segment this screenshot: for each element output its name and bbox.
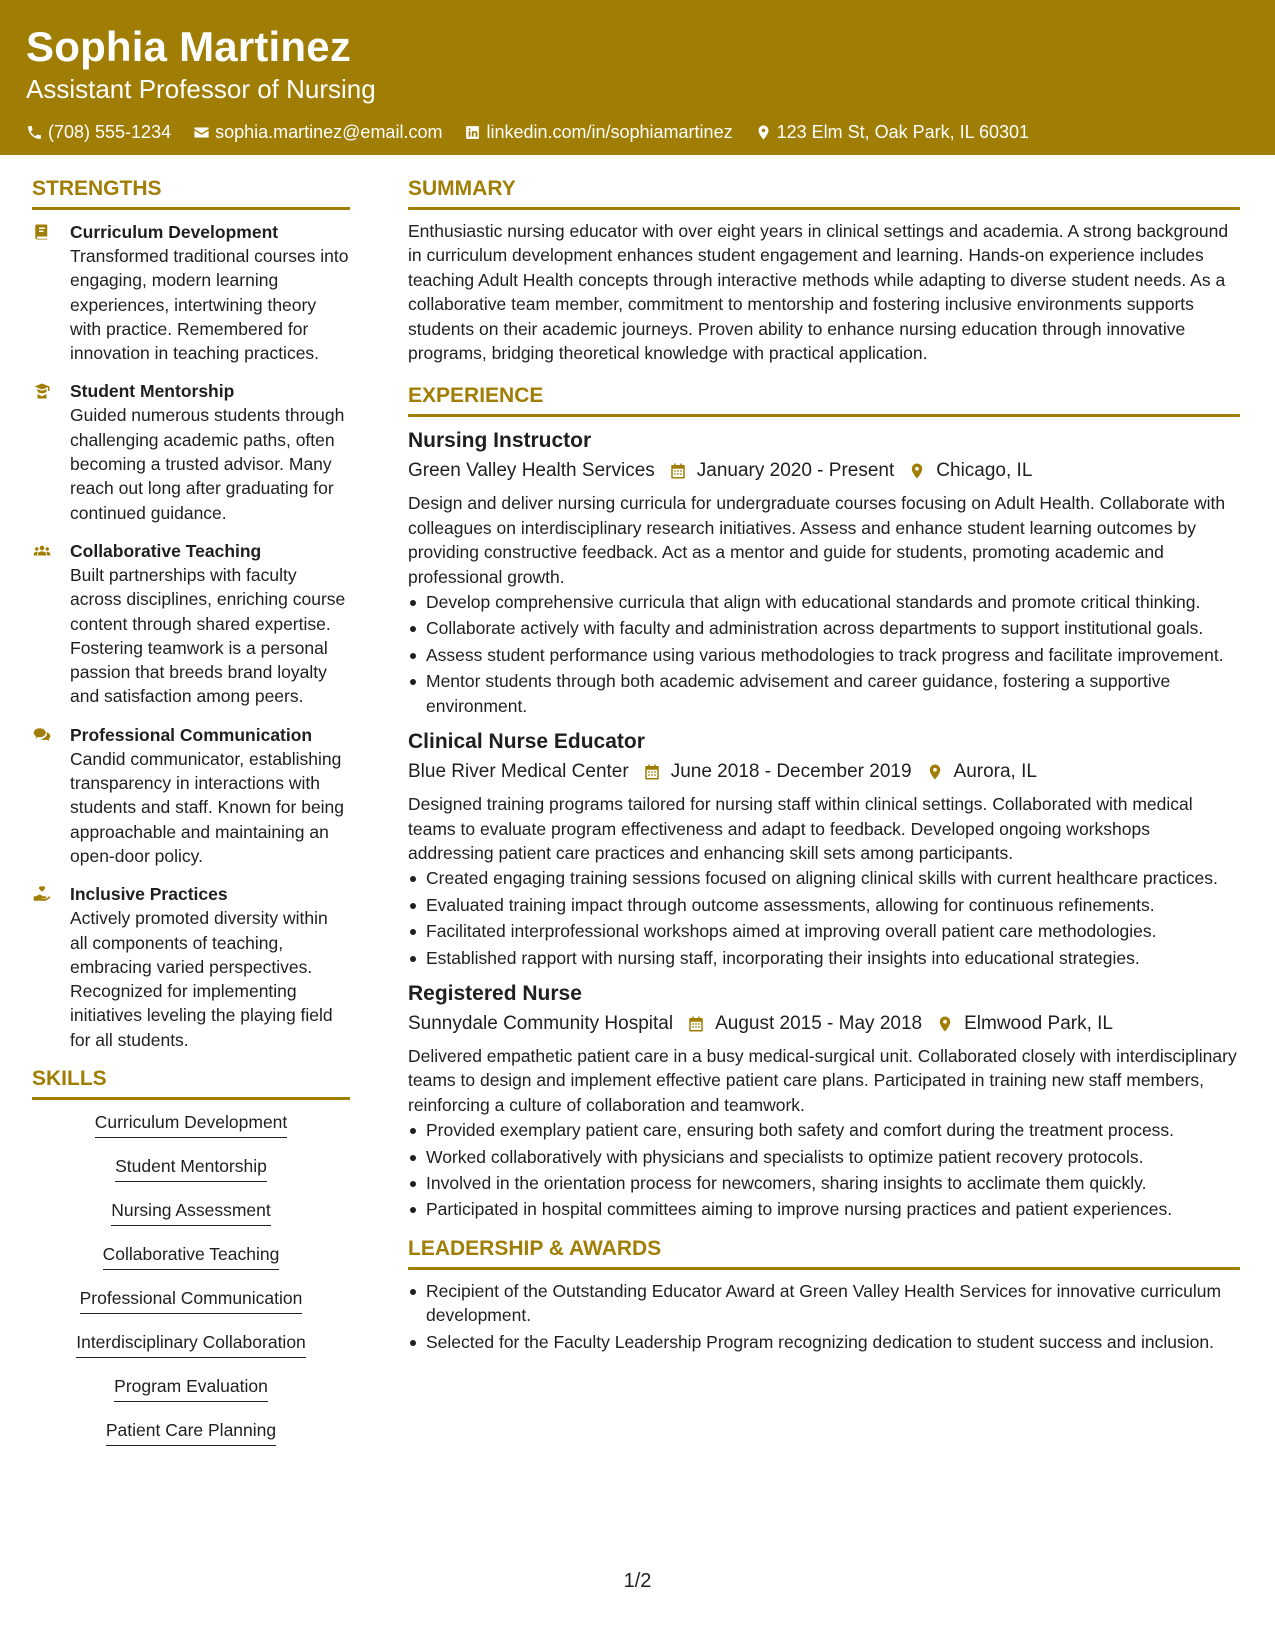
award-item: Selected for the Faculty Leadership Program recognizing dedication to student success and inclusion. (408, 1330, 1240, 1354)
strength-item (32, 220, 350, 365)
skill-item: Nursing Assessment (111, 1198, 271, 1226)
job-bullet: Develop comprehensive curricula that align with educational standards and promote critical thinking. (408, 590, 1240, 614)
skill-item: Professional Communication (80, 1286, 303, 1314)
strength-title: Professional Communication (70, 724, 313, 745)
phone-icon (26, 124, 43, 141)
skill-item: Interdisciplinary Collaboration (76, 1330, 306, 1358)
skills-heading: SKILLS (32, 1066, 350, 1100)
job-location: Chicago, IL (936, 460, 1033, 482)
job-company: Blue River Medical Center (408, 761, 629, 783)
job-company: Green Valley Health Services (408, 460, 655, 482)
strength-title: Curriculum Development (70, 222, 279, 242)
hand-holding-heart-icon (32, 885, 52, 903)
job-meta (408, 1011, 1240, 1037)
strength-title: Inclusive Practices (70, 884, 228, 905)
award-item: Recipient of the Outstanding Educator Award at Green Valley Health Services for innovative curriculum development. (408, 1279, 1240, 1328)
strength-description: Actively promoted diversity within all components of teaching, embracing varied perspectives. Recognized for implementing initiatives leveling the playing field for all students. (70, 908, 333, 1050)
skill-item: Program Evaluation (114, 1374, 268, 1402)
strength-item (32, 539, 350, 709)
job-meta (408, 759, 1240, 785)
graduate-icon (32, 382, 52, 400)
job-title: Clinical Nurse Educator (408, 730, 645, 754)
strength-item (32, 723, 350, 868)
job-bullet: Established rapport with nursing staff, incorporating their insights into educational strategies. (408, 946, 1240, 970)
job-bullet: Assess student performance using various methodologies to track progress and facilitate improvement. (408, 643, 1240, 667)
summary-text: Enthusiastic nursing educator with over eight years in clinical settings and academia. A strong background in curriculum development enhances student engagement and learning. Hands-on experience includes teaching Adult Health concepts through interactive methods while adapting to diverse student needs. As a collaborative team member, commitment to mentorship and fostering inclusive environments supports students on their academic journeys. Proven ability to enhance nursing education through innovative programs, bridging theoretical knowledge with practical application. (408, 221, 1229, 364)
contact-phone-text: (708) 555-1234 (48, 122, 172, 142)
job-bullet: Worked collaboratively with physicians and specialists to optimize patient recovery protocols. (408, 1145, 1240, 1169)
job-bullet: Facilitated interprofessional workshops aimed at improving overall patient care methodologies. (408, 919, 1240, 943)
job-bullets (408, 866, 1240, 970)
job-bullet: Collaborate actively with faculty and administration across departments to support institutional goals. (408, 616, 1240, 640)
job-bullet: Involved in the orientation process for newcomers, sharing insights to acclimate them quickly. (408, 1171, 1240, 1195)
job-bullet: Evaluated training impact through outcome assessments, allowing for continuous refinements. (408, 893, 1240, 917)
contact-bar (26, 121, 1249, 143)
map-marker-icon (936, 1015, 954, 1033)
contact-email[interactable] (193, 121, 442, 143)
job-meta (408, 458, 1240, 484)
strength-description: Candid communicator, establishing transparency in interactions with students and staff. Known for being approachable and maintaining an open-door policy. (70, 748, 345, 866)
skill-item: Curriculum Development (95, 1110, 288, 1138)
skill-item: Patient Care Planning (106, 1418, 276, 1446)
strength-description: Guided numerous students through challenging academic paths, often becoming a trusted advisor. Many reach out long after graduating for continued guidance. (70, 405, 345, 523)
contact-address (755, 121, 1029, 143)
strength-item (32, 882, 350, 1052)
contact-address-text: 123 Elm St, Oak Park, IL 60301 (776, 122, 1030, 142)
job-bullet: Participated in hospital committees aiming to improve nursing practices and patient experiences. (408, 1197, 1240, 1221)
strength-item (32, 379, 350, 524)
map-marker-icon (908, 462, 926, 480)
page-number: 1/2 (623, 1570, 652, 1592)
strength-description: Transformed traditional courses into engaging, modern learning experiences, intertwining theory with practice. Remembered for innovation in teaching practices. (70, 246, 349, 364)
comments-icon (32, 726, 52, 744)
left-column (32, 176, 350, 1462)
skill-item: Student Mentorship (115, 1154, 267, 1182)
calendar-icon (643, 763, 661, 781)
calendar-icon (669, 462, 687, 480)
job-bullet: Mentor students through both academic advisement and career guidance, fostering a supportive environment. (408, 669, 1240, 718)
awards-list (408, 1279, 1240, 1354)
job-title: Nursing Instructor (408, 429, 592, 453)
strength-title: Collaborative Teaching (70, 540, 262, 561)
job-description: Delivered empathetic patient care in a busy medical-surgical unit. Collaborated closely with interdisciplinary teams to design and implement effective patient care plans. Participated in training new staff members, reinforcing a culture of collaboration and teamwork. (408, 1045, 1237, 1115)
job-bullets (408, 590, 1240, 718)
job-entry (408, 980, 1240, 1222)
job-dates: June 2018 - December 2019 (670, 761, 912, 783)
job-title: Registered Nurse (408, 981, 582, 1005)
job-location: Elmwood Park, IL (964, 1012, 1114, 1034)
job-bullets (408, 1118, 1240, 1222)
awards-heading: LEADERSHIP & AWARDS (408, 1236, 1240, 1270)
experience-heading: EXPERIENCE (408, 383, 1240, 417)
book-icon (32, 223, 52, 241)
job-dates: January 2020 - Present (696, 460, 895, 482)
map-marker-icon (755, 124, 772, 141)
job-company: Sunnydale Community Hospital (408, 1012, 674, 1034)
strength-description: Built partnerships with faculty across disciplines, enriching course content through shared expertise. Fostering teamwork is a personal passion that breeds brand loyalty and satisfaction among peers. (70, 564, 346, 707)
strengths-heading: STRENGTHS (32, 176, 350, 210)
contact-linkedin[interactable] (464, 121, 732, 143)
job-entry (408, 427, 1240, 718)
job-bullet: Created engaging training sessions focused on aligning clinical skills with current healthcare practices. (408, 866, 1240, 890)
job-dates: August 2015 - May 2018 (715, 1012, 923, 1034)
users-icon (32, 542, 52, 560)
contact-email-text: sophia.martinez@email.com (215, 122, 443, 142)
strengths-list (32, 220, 350, 1052)
candidate-name: Sophia Martinez (26, 23, 352, 70)
job-description: Design and deliver nursing curricula for undergraduate courses focusing on Adult Health. Collaborate with colleagues on interdisciplinary research initiatives. Assess and enhance student learning outcomes by providing constructive feedback. Act as a mentor and guide for students, promoting academic and professional growth. (408, 493, 1226, 587)
right-column (408, 176, 1240, 1356)
strength-title: Student Mentorship (70, 381, 235, 402)
skills-list (32, 1110, 350, 1462)
linkedin-icon (464, 124, 481, 141)
skill-item: Collaborative Teaching (103, 1242, 280, 1270)
contact-linkedin-text: linkedin.com/in/sophiamartinez (486, 122, 733, 142)
job-location: Aurora, IL (953, 761, 1037, 783)
envelope-icon (193, 124, 210, 141)
job-description: Designed training programs tailored for nursing staff within clinical settings. Collaborated with medical teams to evaluate program effectiveness and adapt to feedback. Developed ongoing workshops addressing patient care practices and enhancing skill sets among participants. (408, 794, 1193, 863)
contact-phone[interactable] (26, 121, 171, 143)
resume-header (0, 0, 1275, 155)
candidate-title: Assistant Professor of Nursing (26, 74, 376, 104)
job-entry (408, 728, 1240, 970)
map-marker-icon (926, 763, 944, 781)
summary-heading: SUMMARY (408, 176, 1240, 210)
calendar-icon (687, 1015, 705, 1033)
job-bullet: Provided exemplary patient care, ensuring both safety and comfort during the treatment process. (408, 1118, 1240, 1142)
